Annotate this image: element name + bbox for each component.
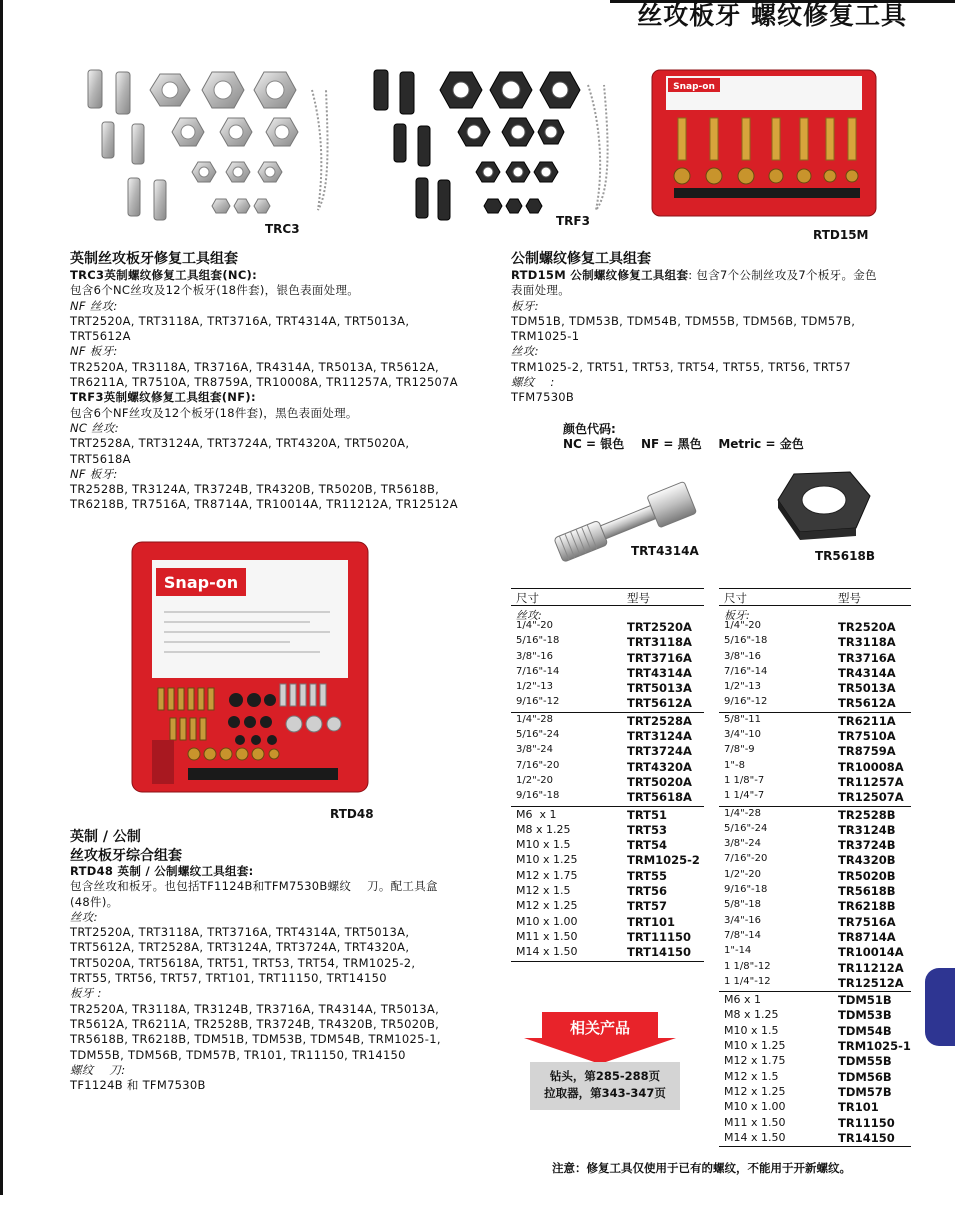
part-number-cell: TR3118A: [838, 635, 896, 650]
part-number-cell: TRM1025-1: [838, 1039, 911, 1054]
description-line: (48件)。: [70, 894, 119, 909]
category-label: NF 板牙:: [70, 344, 118, 359]
size-cell: M12 x 1.5: [516, 884, 571, 898]
table-row: [719, 993, 911, 1008]
rtd15m-brand-logo: Snap-on: [673, 82, 715, 92]
table-row: [719, 1131, 911, 1146]
part-number-cell: TRT14150: [627, 945, 692, 960]
part-number-cell: TR5612A: [838, 696, 896, 711]
size-cell: 1/2"-20: [724, 868, 762, 880]
description-line: TR2528B, TR3124A, TR3724B, TR4320B, TR5020B, TR5618B,: [70, 482, 440, 497]
related-products-box[interactable]: [530, 1062, 680, 1110]
size-cell: 7/16"-20: [724, 853, 768, 865]
category-label: 板牙 :: [70, 986, 102, 1001]
size-cell: 9/16"-18: [516, 790, 560, 802]
table-row: [719, 1085, 911, 1100]
part-number-cell: TR8759A: [838, 744, 896, 759]
table-row: [719, 681, 911, 696]
table-row: [511, 744, 704, 759]
size-cell: 1 1/8"-12: [724, 960, 771, 972]
imperial-repair-set-title: 英制丝攻板牙修复工具组套: [70, 251, 238, 267]
size-cell: M12 x 1.5: [724, 1069, 779, 1083]
metric-repair-set-description: [511, 268, 931, 406]
size-cell: 1 1/4"-12: [724, 975, 771, 987]
table-header: [719, 588, 911, 606]
table-row: [719, 1100, 911, 1115]
size-cell: 1/2"-13: [516, 681, 554, 693]
rtd48-brand-logo: Snap-on: [163, 573, 239, 592]
size-cell: 1/4"-20: [724, 620, 762, 631]
related-products-title: 相关产品: [569, 1019, 630, 1037]
table-row: [719, 899, 911, 914]
table-row: [719, 729, 911, 744]
table-row: [511, 853, 704, 868]
table-header: [511, 588, 704, 606]
description-line: TDM51B, TDM53B, TDM54B, TDM55B, TDM56B, TDM57B,: [511, 313, 856, 328]
size-cell: M14 x 1.50: [516, 945, 578, 959]
category-label: 板牙:: [511, 298, 539, 313]
part-number-cell: TR101: [838, 1100, 879, 1115]
table-row: [719, 1008, 911, 1023]
tr5618b-die-image: [770, 466, 880, 546]
table-row: [511, 823, 704, 838]
table-row: [719, 744, 911, 759]
trc3-product-image: [80, 60, 350, 230]
description-line: TR2520A, TR3118A, TR3124B, TR3716A, TR4314A, TR5013A,: [70, 1001, 440, 1016]
size-cell: M12 x 1.25: [724, 1084, 786, 1098]
part-number-cell: TRT101: [627, 914, 676, 929]
part-number-cell: TDM51B: [838, 993, 892, 1008]
size-cell: 5/8"-18: [724, 899, 762, 911]
table-group: [719, 992, 911, 1147]
part-number-cell: TR4320B: [838, 853, 896, 868]
description-line: TRT55, TRT56, TRT57, TRT101, TRT11150, TRT14150: [70, 971, 387, 986]
part-number-cell: TRT5612A: [627, 696, 692, 711]
column-header-size: 尺寸: [724, 591, 747, 605]
part-number-cell: TDM54B: [838, 1023, 892, 1038]
description-line: 包含6个NF丝攻及12个板牙(18件套)，黑色表面处理。: [70, 405, 358, 420]
size-cell: M8 x 1.25: [516, 822, 571, 836]
combo-set-description: [70, 864, 490, 1093]
category-label: NF 丝攻:: [70, 298, 118, 313]
table-group: [511, 807, 704, 962]
table-row: [511, 808, 704, 823]
description-line: TR2520A, TR3118A, TR3716A, TR4314A, TR5013A, TR5612A,: [70, 359, 440, 374]
size-cell: 9/16"-12: [516, 696, 560, 708]
table-row: [511, 899, 704, 914]
part-number-cell: TR12512A: [838, 975, 904, 990]
part-number-cell: TR7516A: [838, 914, 896, 929]
rtd48-label: RTD48: [330, 807, 374, 821]
page-left-rule: [0, 0, 3, 1195]
part-number-cell: TR14150: [838, 1130, 895, 1145]
description-line: TRT5020A, TRT5618A, TRT51, TRT53, TRT54, TRM1025-2,: [70, 955, 416, 970]
size-cell: M10 x 1.5: [516, 838, 571, 852]
part-number-cell: TRM1025-2: [627, 853, 700, 868]
table-row: [719, 714, 911, 729]
group-label: 板牙:: [724, 609, 750, 622]
imperial-repair-set-description: [70, 268, 490, 513]
table-row: [719, 915, 911, 930]
part-number-cell: TRT54: [627, 838, 668, 853]
part-number-cell: TRT51: [627, 807, 668, 822]
table-row: [511, 869, 704, 884]
category-label: 丝攻:: [70, 909, 98, 924]
part-number-cell: TR10008A: [838, 759, 904, 774]
table-row: [719, 884, 911, 899]
table-row: [719, 790, 911, 805]
size-cell: 9/16"-18: [724, 884, 768, 896]
part-number-cell: TR7510A: [838, 729, 896, 744]
description-line: TRT2520A, TRT3118A, TRT3716A, TRT4314A, TRT5013A,: [70, 925, 410, 940]
product-heading: TRC3英制螺纹修复工具组套(NC):: [70, 268, 258, 282]
size-cell: 1 1/8"-7: [724, 774, 765, 786]
table-row: [511, 884, 704, 899]
tr5618b-label: TR5618B: [815, 549, 875, 563]
size-cell: 3/8"-24: [724, 838, 762, 850]
category-label: 螺纹 刀:: [70, 1062, 126, 1077]
part-number-cell: TRT3124A: [627, 729, 692, 744]
table-row: [511, 635, 704, 650]
size-cell: 3/4"-10: [724, 729, 762, 741]
size-cell: 1/4"-28: [516, 713, 554, 725]
part-number-cell: TR3716A: [838, 650, 896, 665]
part-number-cell: TR12507A: [838, 790, 904, 805]
table-row: [719, 666, 911, 681]
metric-repair-set-title: 公制螺纹修复工具组套: [511, 251, 651, 267]
part-number-cell: TR4314A: [838, 665, 896, 680]
size-cell: 5/16"-18: [724, 635, 768, 647]
size-cell: M11 x 1.50: [724, 1115, 786, 1129]
table-row: [719, 1024, 911, 1039]
trf3-product-image: [368, 60, 618, 230]
part-number-cell: TRT55: [627, 868, 668, 883]
part-number-cell: TR11257A: [838, 774, 904, 789]
table-group: [719, 713, 911, 807]
description-line-bold: RTD15M 公制螺纹修复工具组套: [511, 268, 689, 282]
table-row: [719, 620, 911, 635]
size-cell: M6 x 1: [724, 993, 761, 1007]
part-number-cell: TR5013A: [838, 681, 896, 696]
description-line: TRT2520A, TRT3118A, TRT3716A, TRT4314A, TRT5013A,: [70, 313, 410, 328]
product-heading: RTD48 英制 / 公制螺纹工具组套:: [70, 864, 254, 878]
description-line: TRM1025-1: [511, 329, 580, 344]
size-cell: 1"-14: [724, 945, 752, 957]
table-row: [719, 976, 911, 991]
page-title: 丝攻板牙 螺纹修复工具: [637, 1, 907, 30]
part-number-cell: TR6218B: [838, 899, 896, 914]
table-row: [719, 961, 911, 976]
part-number-cell: TDM56B: [838, 1069, 892, 1084]
table-row: [719, 760, 911, 775]
size-cell: M8 x 1.25: [724, 1008, 779, 1022]
part-number-cell: TR5618B: [838, 884, 896, 899]
part-number-cell: TR10014A: [838, 945, 904, 960]
color-code-title: 颜色代码:: [563, 422, 616, 436]
table-row: [719, 808, 911, 823]
part-number-cell: TR2528B: [838, 807, 896, 822]
part-number-cell: TR5020B: [838, 868, 896, 883]
size-cell: M11 x 1.50: [516, 929, 578, 943]
part-number-cell: TRT4320A: [627, 759, 692, 774]
description-line: [511, 268, 931, 283]
part-number-cell: TRT57: [627, 899, 668, 914]
table-row: [719, 1039, 911, 1054]
part-number-cell: TR8714A: [838, 929, 896, 944]
part-number-cell: TDM53B: [838, 1008, 892, 1023]
table-group: [719, 807, 911, 993]
size-cell: 3/4"-16: [724, 914, 762, 926]
table-row: [511, 930, 704, 945]
size-cell: M10 x 1.25: [724, 1039, 786, 1053]
description-line: 表面处理。: [511, 283, 570, 298]
description-line: 包含6个NC丝攻及12个板牙(18件套)，银色表面处理。: [70, 283, 360, 298]
column-header-size: 尺寸: [516, 591, 539, 605]
size-cell: 5/16"-24: [724, 822, 768, 834]
size-cell: M10 x 1.5: [724, 1023, 779, 1037]
size-cell: 1/4"-28: [724, 807, 762, 819]
size-cell: M12 x 1.75: [724, 1054, 786, 1068]
table-row: [511, 666, 704, 681]
size-cell: 5/8"-11: [724, 713, 762, 725]
description-line: TRT2528A, TRT3124A, TRT3724A, TRT4320A, TRT5020A,: [70, 436, 410, 451]
size-cell: 1/2"-13: [724, 681, 762, 693]
color-code-legend: NC = 银色 NF = 黑色 Metric = 金色: [563, 437, 804, 451]
part-number-cell: TR6211A: [838, 713, 896, 728]
rtd48-product-image: [130, 540, 370, 795]
table-row: [511, 696, 704, 711]
size-cell: 7/8"-14: [724, 929, 762, 941]
table-row: [511, 775, 704, 790]
size-cell: 3/8"-16: [516, 650, 554, 662]
table-row: [719, 1070, 911, 1085]
table-row: [511, 915, 704, 930]
size-cell: M12 x 1.25: [516, 899, 578, 913]
part-number-cell: TRT2528A: [627, 713, 692, 728]
part-number-cell: TRT5618A: [627, 790, 692, 805]
group-label: 丝攻:: [516, 609, 542, 622]
size-cell: M14 x 1.50: [724, 1130, 786, 1144]
related-pullers-link[interactable]: 拉取器，第343-347页: [544, 1086, 666, 1100]
combo-set-title-line2: 丝攻板牙综合组套: [70, 848, 182, 864]
trt4314a-label: TRT4314A: [631, 544, 699, 558]
size-cell: 1/2"-20: [516, 774, 554, 786]
size-cell: 3/8"-16: [724, 650, 762, 662]
description-line: TF1124B 和 TFM7530B: [70, 1078, 206, 1093]
combo-set-title-line1: 英制 / 公制: [70, 829, 141, 845]
table-row: [719, 651, 911, 666]
table-row: [719, 869, 911, 884]
part-number-cell: TRT5020A: [627, 774, 692, 789]
tap-size-table: [511, 588, 704, 962]
part-number-cell: TR2520A: [838, 620, 896, 634]
part-number-cell: TRT3716A: [627, 650, 692, 665]
description-line: 包含丝攻和板牙。也包括TF1124B和TFM7530B螺纹 刀。配工具盒: [70, 879, 438, 894]
table-row: [511, 760, 704, 775]
description-line: TRM1025-2, TRT51, TRT53, TRT54, TRT55, TRT56, TRT57: [511, 359, 851, 374]
product-heading: TRF3英制螺纹修复工具组套(NF):: [70, 390, 256, 405]
size-cell: 9/16"-12: [724, 696, 768, 708]
table-row: [511, 651, 704, 666]
part-number-cell: TRT3118A: [627, 635, 692, 650]
table-row: [719, 635, 911, 650]
table-row: [511, 714, 704, 729]
size-cell: 7/16"-14: [724, 665, 768, 677]
description-line: TRT5612A: [70, 329, 131, 344]
size-cell: M10 x 1.25: [516, 853, 578, 867]
description-line: TR5618B, TR6218B, TDM51B, TDM53B, TDM54B, TRM1025-1,: [70, 1032, 441, 1047]
part-number-cell: TDM57B: [838, 1084, 892, 1099]
size-cell: 1"-8: [724, 759, 745, 771]
category-label: NC 丝攻:: [70, 420, 119, 435]
table-row: [511, 681, 704, 696]
category-label: 螺纹 :: [511, 375, 555, 390]
table-row: [511, 729, 704, 744]
part-number-cell: TR3124B: [838, 822, 896, 837]
rtd15m-label: RTD15M: [813, 228, 869, 242]
die-size-table: [719, 588, 911, 1147]
part-number-cell: TRT4314A: [627, 665, 692, 680]
footer-note: 注意：修复工具仅使用于已有的螺纹，不能用于开新螺纹。: [552, 1161, 851, 1175]
size-cell: M12 x 1.75: [516, 868, 578, 882]
size-cell: M10 x 1.00: [724, 1100, 786, 1114]
part-number-cell: TRT11150: [627, 929, 692, 944]
size-cell: 5/16"-24: [516, 729, 560, 741]
table-row: [719, 853, 911, 868]
size-cell: M10 x 1.00: [516, 914, 578, 928]
size-cell: 5/16"-18: [516, 635, 560, 647]
table-row: [719, 696, 911, 711]
description-line: TR6218B, TR7516A, TR8714A, TR10014A, TR11212A, TR12512A: [70, 497, 458, 512]
size-cell: 7/16"-14: [516, 665, 560, 677]
description-line: TR6211A, TR7510A, TR8759A, TR10008A, TR11257A, TR12507A: [70, 375, 458, 390]
size-cell: M6 x 1: [516, 807, 557, 821]
part-number-cell: TR11150: [838, 1115, 895, 1130]
table-row: [719, 1116, 911, 1131]
part-number-cell: TRT3724A: [627, 744, 692, 759]
rtd15m-product-image: [650, 68, 878, 218]
part-number-cell: TRT56: [627, 884, 668, 899]
table-row: [719, 838, 911, 853]
column-header-part: 型号: [627, 591, 650, 605]
size-cell: 1/4"-20: [516, 620, 554, 631]
table-row: [511, 790, 704, 805]
part-number-cell: TRT5013A: [627, 681, 692, 696]
table-row: [511, 838, 704, 853]
description-line: TDM55B, TDM56B, TDM57B, TR101, TR11150, TR14150: [70, 1047, 406, 1062]
description-line: TRT5618A: [70, 451, 131, 466]
size-cell: 3/8"-24: [516, 744, 554, 756]
table-row: [719, 945, 911, 960]
category-label: NF 板牙:: [70, 466, 118, 481]
description-line-text: : 包含7个公制丝攻及7个板牙。金色: [688, 268, 877, 282]
table-row: [511, 945, 704, 960]
trf3-label: TRF3: [556, 214, 590, 228]
column-header-part: 型号: [838, 591, 861, 605]
description-line: TRT5612A, TRT2528A, TRT3124A, TRT3724A, TRT4320A,: [70, 940, 410, 955]
part-number-cell: TRT2520A: [627, 620, 692, 634]
table-row: [511, 620, 704, 635]
description-line: TFM7530B: [511, 390, 575, 405]
size-cell: 1 1/4"-7: [724, 790, 765, 802]
part-number-cell: TDM55B: [838, 1054, 892, 1069]
category-label: 丝攻:: [511, 344, 539, 359]
related-drills-link[interactable]: 钻头，第285-288页: [549, 1069, 661, 1083]
table-row: [719, 823, 911, 838]
table-group: [511, 713, 704, 807]
table-group: [511, 606, 704, 713]
section-tab[interactable]: [925, 968, 955, 1046]
part-number-cell: TR11212A: [838, 960, 904, 975]
table-group: [719, 606, 911, 713]
table-row: [719, 930, 911, 945]
table-row: [719, 1054, 911, 1069]
part-number-cell: TRT53: [627, 822, 668, 837]
part-number-cell: TR3724B: [838, 838, 896, 853]
size-cell: 7/8"-9: [724, 744, 755, 756]
size-cell: 7/16"-20: [516, 759, 560, 771]
description-line: TR5612A, TR6211A, TR2528B, TR3724B, TR4320B, TR5020B,: [70, 1016, 440, 1031]
trc3-label: TRC3: [265, 222, 300, 236]
table-row: [719, 775, 911, 790]
